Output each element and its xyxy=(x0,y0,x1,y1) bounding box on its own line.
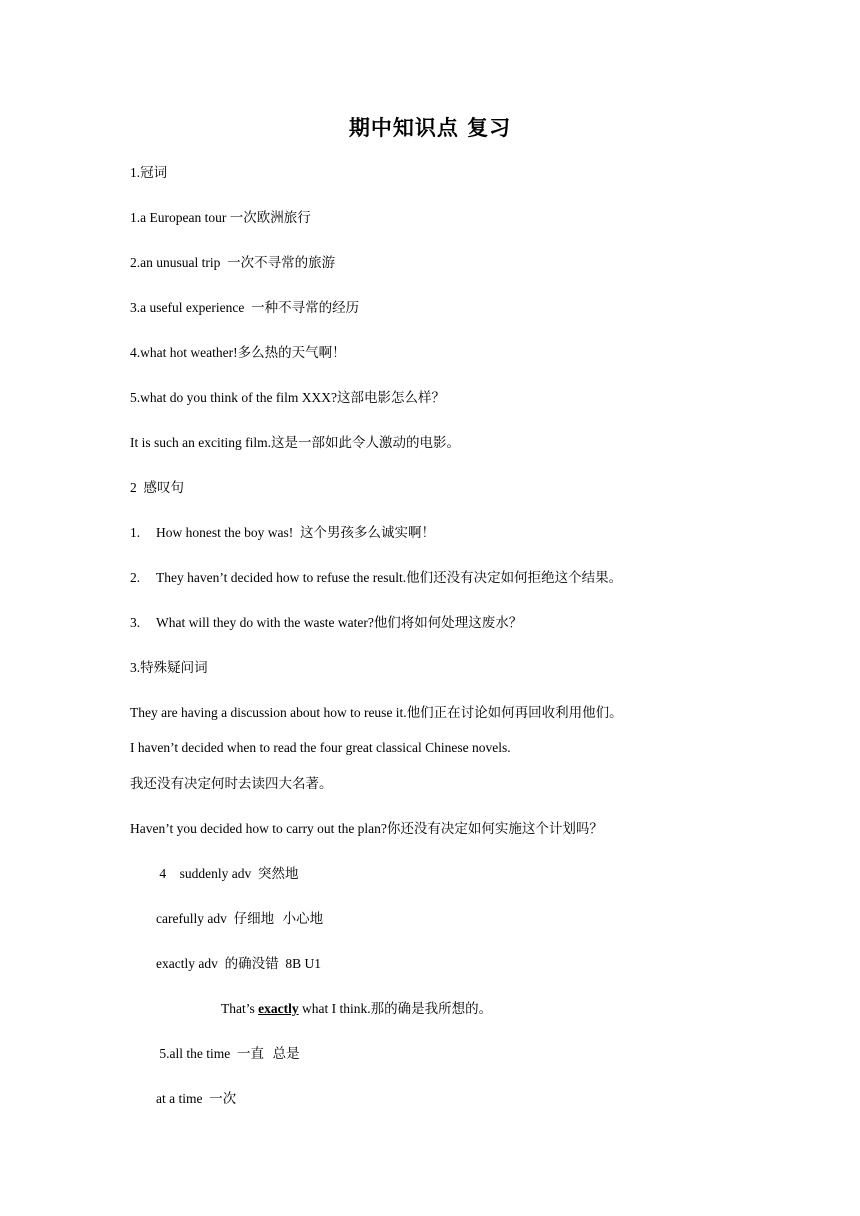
english-text: 4 suddenly adv xyxy=(156,866,258,881)
section-3-heading xyxy=(130,659,208,677)
list-item xyxy=(130,569,622,587)
section-2-heading xyxy=(130,479,184,497)
section-number: 3. xyxy=(130,660,141,675)
english-text: I haven’t decided when to read the four great classical Chinese novels. xyxy=(130,740,511,755)
chinese-text: 仔细地 小心地 xyxy=(233,911,324,927)
english-text: 3.a useful experience xyxy=(130,300,252,315)
vocab-line xyxy=(156,910,323,928)
vocab-line xyxy=(156,865,299,883)
english-text: 5.what do you think of the film XXX? xyxy=(130,390,337,405)
section-title: 感叹句 xyxy=(143,480,184,496)
example-sentence xyxy=(221,1000,492,1018)
highlighted-word: exactly xyxy=(258,1001,299,1016)
english-text: How honest the boy was! xyxy=(156,525,300,540)
chinese-text: 他们将如何处理这废水？ xyxy=(373,615,523,631)
english-text: 1.a European tour xyxy=(130,210,230,225)
english-text: They are having a discussion about how to reuse it. xyxy=(130,705,407,720)
chinese-text: 我还没有决定何时去读四大名著。 xyxy=(130,776,333,792)
page-title: 期中知识点 复习 xyxy=(348,116,512,140)
chinese-text: 一次不寻常的旅游 xyxy=(227,255,336,271)
english-text: exactly adv xyxy=(156,956,225,971)
english-text: 4.what hot weather! xyxy=(130,345,238,360)
list-item xyxy=(130,434,460,452)
list-item xyxy=(130,739,511,757)
list-item xyxy=(130,524,435,542)
english-text: What will they do with the waste water? xyxy=(156,615,374,630)
chinese-text: 这是一部如此令人激动的电影。 xyxy=(270,435,460,451)
english-text: what I think. xyxy=(298,1001,371,1016)
item-number: 1. xyxy=(130,525,141,540)
list-item xyxy=(130,299,359,317)
english-text: at a time xyxy=(156,1091,210,1106)
english-text: 2.an unusual trip xyxy=(130,255,228,270)
chinese-text: 多么热的天气啊！ xyxy=(237,345,346,361)
chinese-text: 突然地 xyxy=(258,866,299,882)
chinese-text: 一直 总是 xyxy=(236,1046,300,1062)
english-text: That’s xyxy=(221,1001,259,1016)
english-text: 5.all the time xyxy=(156,1046,237,1061)
list-item xyxy=(130,254,335,272)
section-number: 2 xyxy=(130,480,144,495)
section-1-heading xyxy=(130,164,167,182)
chinese-text: 你还没有决定如何实施这个计划吗？ xyxy=(386,821,603,837)
item-number: 3. xyxy=(130,615,141,630)
section-title: 特殊疑问词 xyxy=(140,660,208,676)
english-text: They haven’t decided how to refuse the result. xyxy=(156,570,407,585)
chinese-text: 他们正在讨论如何再回收利用他们。 xyxy=(406,705,623,721)
list-item xyxy=(130,820,603,838)
english-text: carefully adv xyxy=(156,911,234,926)
english-text: Haven’t you decided how to carry out the plan? xyxy=(130,821,387,836)
unit-reference: 8B U1 xyxy=(278,956,321,971)
chinese-text: 一种不寻常的经历 xyxy=(251,300,360,316)
list-item xyxy=(130,209,311,227)
chinese-text: 这个男孩多么诚实啊！ xyxy=(299,525,435,541)
vocab-line xyxy=(156,1045,300,1063)
list-item xyxy=(130,389,445,407)
item-number: 2. xyxy=(130,570,141,585)
chinese-text: 那的确是我所想的。 xyxy=(370,1001,493,1017)
section-title: 冠词 xyxy=(140,165,168,181)
vocab-line xyxy=(156,955,321,973)
chinese-text: 一次 xyxy=(209,1091,237,1107)
list-item xyxy=(130,344,346,362)
chinese-text: 的确没错 xyxy=(224,956,279,972)
chinese-text: 他们还没有决定如何拒绝这个结果。 xyxy=(406,570,623,586)
list-item xyxy=(130,614,522,632)
section-number: 1. xyxy=(130,165,141,180)
chinese-text: 这部电影怎么样？ xyxy=(336,390,445,406)
list-item xyxy=(130,775,333,793)
english-text: It is such an exciting film. xyxy=(130,435,271,450)
list-item xyxy=(130,704,623,722)
vocab-line xyxy=(156,1090,236,1108)
chinese-text: 一次欧洲旅行 xyxy=(229,210,311,226)
